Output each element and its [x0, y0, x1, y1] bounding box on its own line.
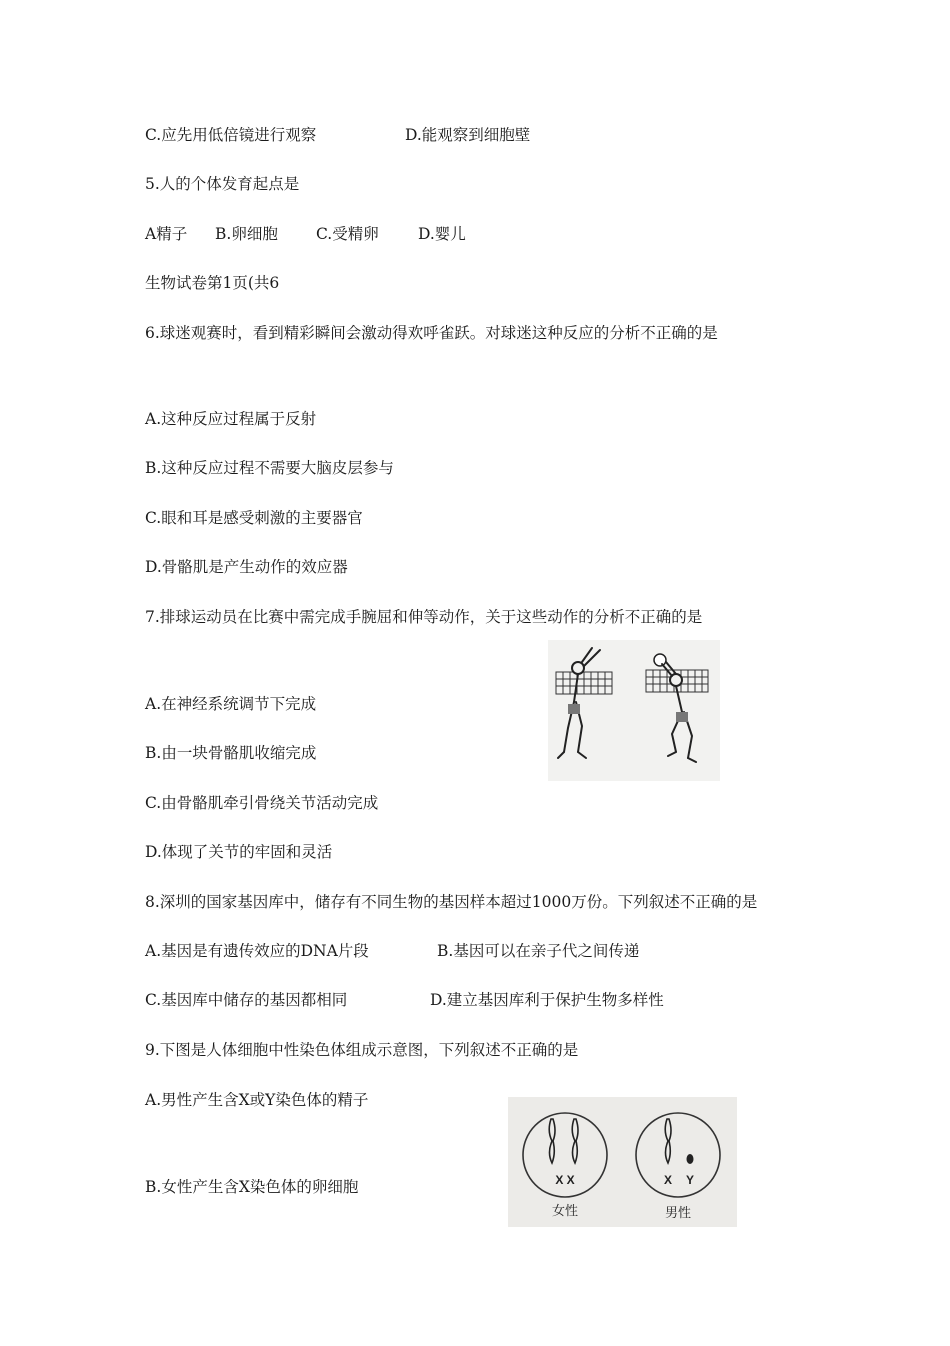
q8-stem: 8.深圳的国家基因库中，储存有不同生物的基因样本超过1000万份。下列叙述不正确的是 [145, 893, 758, 911]
q4-option-d: D.能观察到细胞壁 [405, 126, 531, 144]
q6-option-d: D.骨骼肌是产生动作的效应器 [145, 558, 348, 576]
volleyball-players-illustration [548, 640, 720, 781]
q6-option-b: B.这种反应过程不需要大脑皮层参与 [145, 459, 394, 477]
q4-option-c: C.应先用低倍镜进行观察 [145, 126, 317, 144]
male-x-label: X [663, 1173, 673, 1187]
female-chromosome-labels: X X [555, 1173, 575, 1187]
q5-option-a: A精子 [145, 225, 188, 243]
q9-stem: 9.下图是人体细胞中性染色体组成示意图，下列叙述不正确的是 [145, 1041, 579, 1059]
q6-stem: 6.球迷观赛时，看到精彩瞬间会激动得欢呼雀跃。对球迷这种反应的分析不正确的是 [145, 324, 718, 342]
q9-option-a: A.男性产生含X或Y染色体的精子 [145, 1091, 369, 1109]
q8-option-b: B.基因可以在亲子代之间传递 [437, 942, 640, 960]
q7-option-c: C.由骨骼肌牵引骨绕关节活动完成 [145, 794, 379, 812]
q8-option-d: D.建立基因库利于保护生物多样性 [430, 991, 664, 1009]
q5-option-c: C.受精卵 [316, 225, 379, 243]
volleyball-players-icon [548, 640, 720, 781]
q7-option-a: A.在神经系统调节下完成 [145, 695, 317, 713]
male-label: 男性 [664, 1206, 692, 1221]
q5-option-d: D.婴儿 [418, 225, 466, 243]
q9-option-b: B.女性产生含X染色体的卵细胞 [145, 1178, 359, 1196]
q7-option-d: D.体现了关节的牢固和灵活 [145, 843, 333, 861]
q6-option-a: A.这种反应过程属于反射 [145, 410, 317, 428]
male-y-label: Y [685, 1173, 695, 1187]
chromosome-cells-icon [508, 1097, 737, 1227]
female-label: 女性 [551, 1204, 579, 1219]
page-footer: 生物试卷第1页(共6 [145, 274, 280, 292]
q5-option-b: B.卵细胞 [215, 225, 278, 243]
q7-option-b: B.由一块骨骼肌收缩完成 [145, 744, 317, 762]
q8-option-a: A.基因是有遗传效应的DNA片段 [145, 942, 369, 960]
q7-stem: 7.排球运动员在比赛中需完成手腕屈和伸等动作，关于这些动作的分析不正确的是 [145, 608, 703, 626]
q5-stem: 5.人的个体发育起点是 [145, 175, 300, 193]
q8-option-c: C.基因库中储存的基因都相同 [145, 991, 348, 1009]
male-cell-circle [636, 1113, 720, 1197]
q6-option-c: C.眼和耳是感受刺激的主要器官 [145, 509, 363, 527]
sex-chromosome-diagram [508, 1097, 737, 1227]
